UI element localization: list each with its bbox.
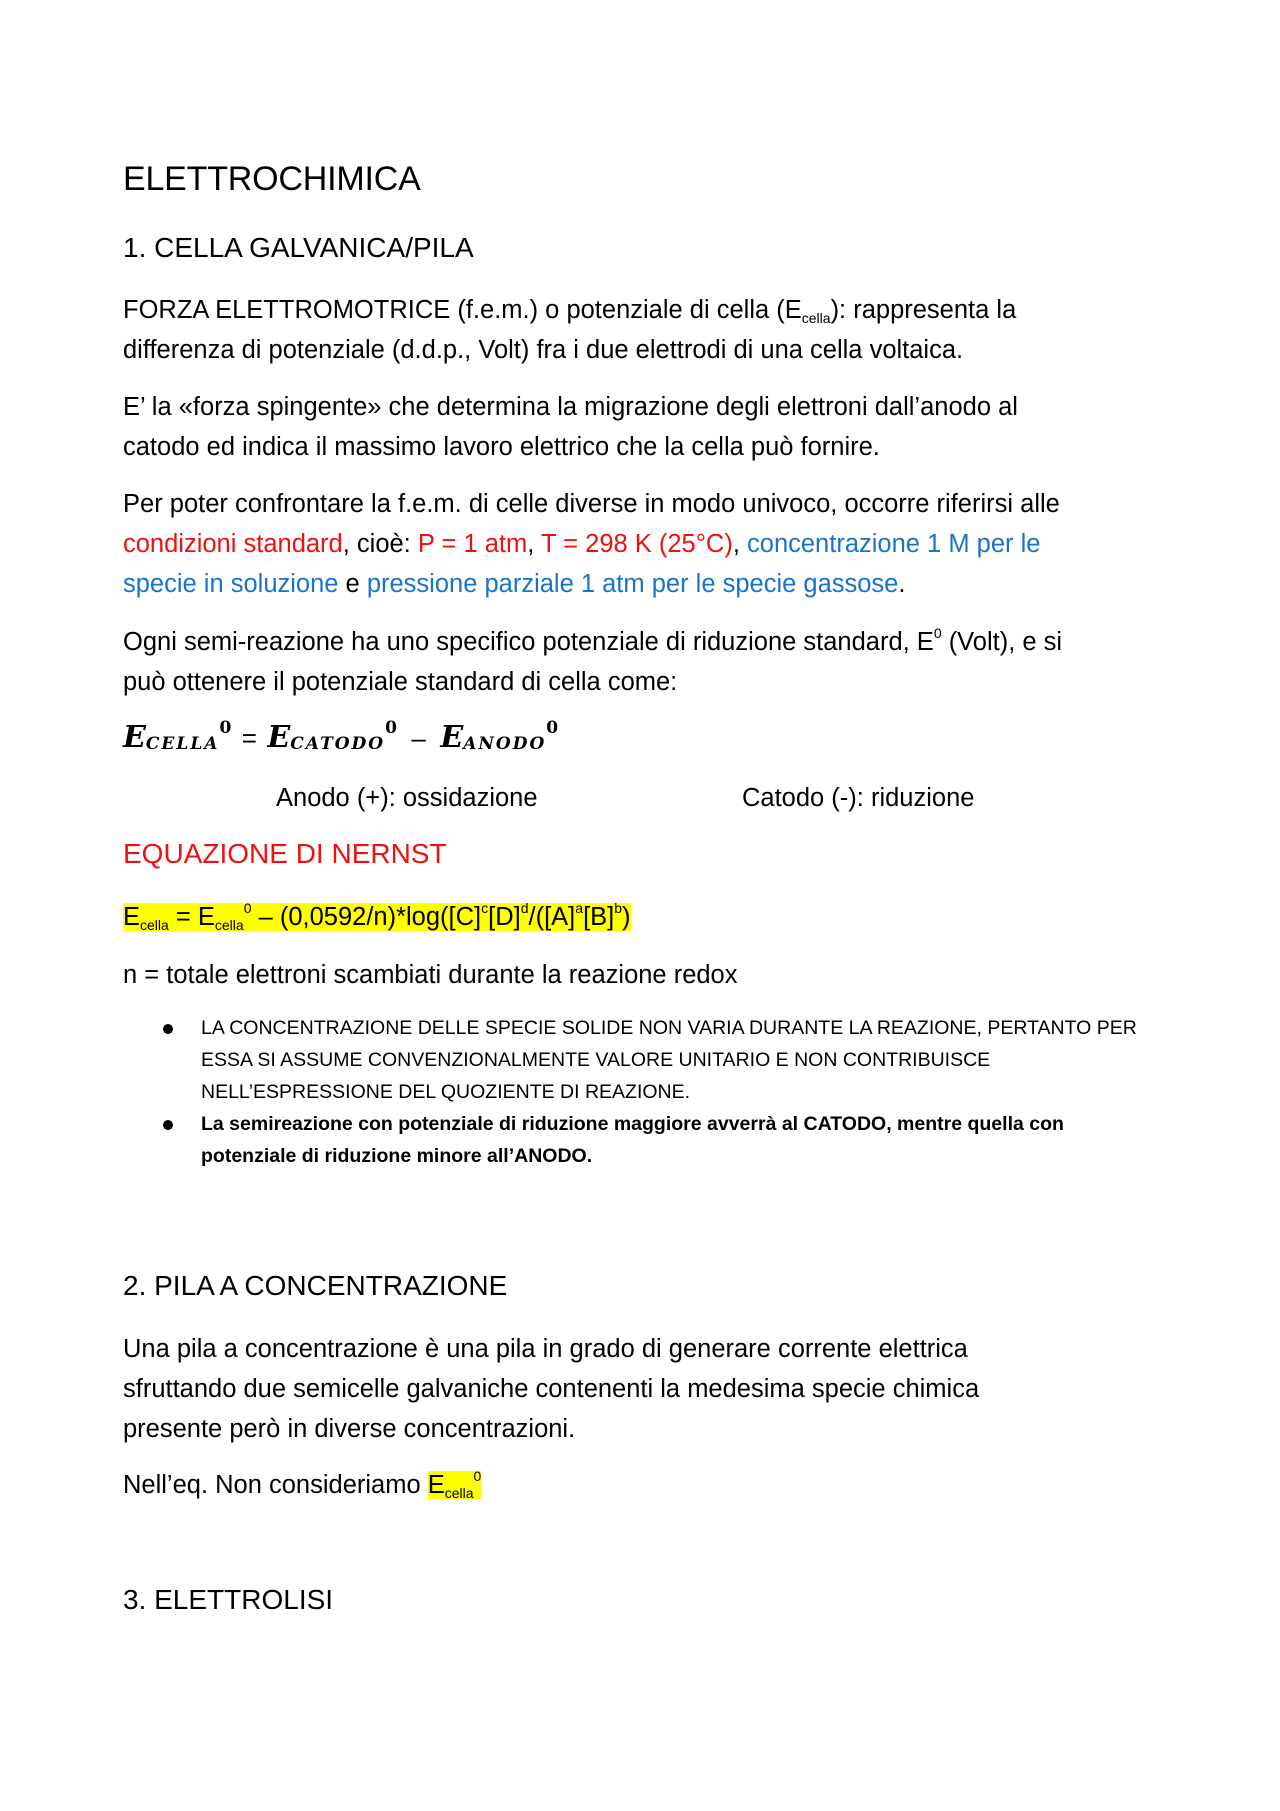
superscript: 0 [933,625,942,641]
formula-superscript: 0 [546,718,559,738]
list-item [123,1012,1163,1108]
anodo-label: Anodo (+): ossidazione [276,784,538,812]
catodo-label: Catodo (-): riduzione [742,784,975,812]
section-3-heading: 3. ELETTROLISI [123,1584,334,1615]
highlight-blue-text: concentrazione 1 M per le [747,530,1041,558]
formula-superscript: 0 [385,718,397,738]
section-2-heading: 2. PILA A CONCENTRAZIONE [123,1270,508,1301]
text: (Volt), e si [941,628,1063,656]
text: E [427,1471,445,1499]
n-definition: n = totale elettroni scambiati durante la reazione redox [123,961,738,989]
formula-symbol: E [440,720,464,755]
bullet-icon [163,1024,173,1034]
subscript: cella [801,310,831,326]
paragraph-condizioni-standard [123,484,1163,604]
text: sfruttando due semicelle galvaniche contenenti la medesima specie chimica [123,1375,980,1403]
standard-potential-formula [123,720,1163,755]
notes-list [123,1012,1163,1172]
formula-symbol: E [123,720,146,755]
nernst-heading: EQUAZIONE DI NERNST [123,838,447,869]
paragraph-pila-concentrazione [123,1329,1163,1449]
formula-operator: = [241,723,257,753]
text: – (0,0592/n)*log([C] [251,903,482,931]
subscript: cella [214,917,244,933]
list-item-text: La semireazione con potenziale di riduzione maggiore avverrà al CATODO, mentre quella con potenziale di riduzione minore all’ANODO. [201,1113,1064,1167]
text: . [898,570,906,598]
nernst-equation-highlight [123,900,631,933]
highlight-blue-text: pressione parziale 1 atm per le specie gassose [366,570,899,598]
superscript: d [520,900,529,916]
text: [B] [583,903,615,931]
highlight-red-text: T = 298 K (25°C) [540,530,733,558]
formula-subscript: ANODO [463,734,547,754]
subscript: cella [140,917,169,933]
page-title: ELETTROCHIMICA [123,160,421,198]
highlight-red-text: condizioni standard [123,530,343,558]
text: /([A] [528,903,576,931]
ecella-highlight [427,1468,482,1501]
list-item-text: LA CONCENTRAZIONE DELLE SPECIE SOLIDE NON VARIA DURANTE LA REAZIONE, PERTANTO PER ESSA SI ASSUME CONVENZIONALMENTE VALORE UNITARIO E NON CONTRIBUISCE NELL’ESPRESSIONE DEL QUOZIENTE DI REAZIONE. [201,1017,1137,1103]
text: può ottenere il potenziale standard di cella come: [123,668,678,696]
text: e [338,570,367,598]
paragraph-semi-reazione [123,622,1163,702]
highlight-blue-text: specie in soluzione [123,570,339,598]
nernst-equation [123,897,1163,937]
text: Ogni semi-reazione ha uno specifico potenziale di riduzione standard, E [123,628,934,656]
text: , [527,530,541,558]
superscript: b [614,900,623,916]
superscript: a [575,900,584,916]
highlight-red-text: P = 1 atm [417,530,528,558]
superscript: c [481,900,489,916]
section-1-heading: 1. CELLA GALVANICA/PILA [123,232,474,263]
list-item [123,1108,1163,1172]
subscript: cella [444,1485,474,1501]
text: Una pila a concentrazione è una pila in grado di generare corrente elettrica [123,1335,968,1363]
superscript: 0 [473,1468,482,1484]
formula-subscript: CELLA [145,734,220,754]
formula-superscript: 0 [219,718,232,738]
text: differenza di potenziale (d.d.p., Volt) fra i due elettrodi di una cella voltaica. [123,336,964,364]
formula-subscript: CATODO [290,734,386,754]
text: = E [168,903,215,931]
formula-operator: – [411,723,426,753]
paragraph-forza-spingente [123,387,1163,467]
text: , cioè: [342,530,418,558]
superscript: 0 [243,900,252,916]
text: catodo ed indica il massimo lavoro elettrico che la cella può fornire. [123,433,880,461]
paragraph-fem [123,290,1163,370]
text: Per poter confrontare la f.e.m. di celle diverse in modo univoco, occorre riferirsi alle [123,490,1060,518]
bullet-icon [163,1120,173,1130]
formula-symbol: E [267,720,291,755]
text: E’ la «forza spingente» che determina la migrazione degli elettroni dall’anodo al [123,393,1018,421]
text: [D] [488,903,521,931]
text: ): rappresenta la [830,296,1017,324]
text: presente però in diverse concentrazioni. [123,1415,576,1443]
text: ) [622,903,631,931]
text: FORZA ELETTROMOTRICE (f.e.m.) o potenziale di cella (E [123,296,802,324]
paragraph-nelleq [123,1465,1163,1505]
text: E [123,903,141,931]
text: Nell’eq. Non consideriamo [123,1471,428,1499]
text: , [732,530,748,558]
